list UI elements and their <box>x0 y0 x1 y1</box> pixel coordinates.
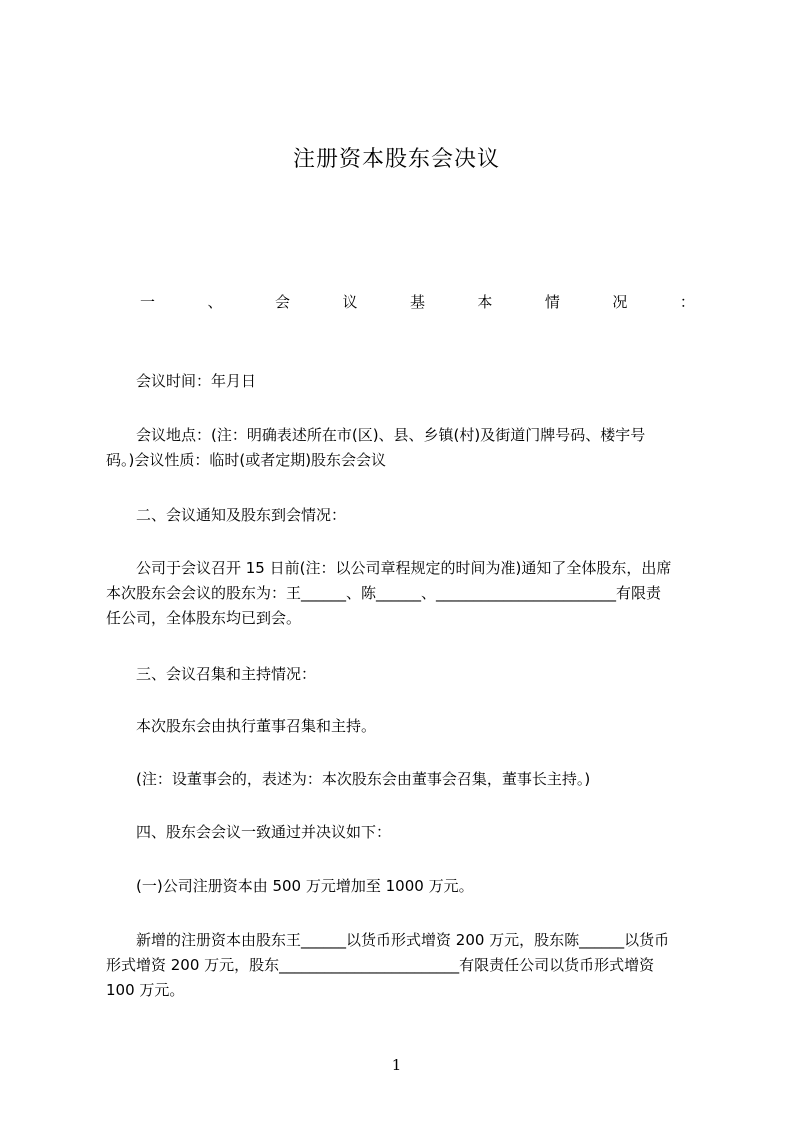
section1-heading-char: 况 <box>612 293 628 311</box>
section1-heading-char: 、 <box>207 293 223 311</box>
capital-line: 形式增资 200 万元，股东________________________有限责任公司以货币形式增资 <box>106 956 655 974</box>
section2-heading-paragraph <box>106 503 706 528</box>
capital-increase-paragraph <box>106 928 706 1003</box>
meeting-place-line: 码。)会议性质：临时(或者定期)股东会会议 <box>106 451 387 469</box>
resolution1-paragraph <box>106 874 706 899</box>
section1-heading-char: 基 <box>409 293 425 311</box>
page-number: 1 <box>391 1056 402 1074</box>
meeting-place-line: 会议地点：(注：明确表述所在市(区)、县、乡镇(村)及街道门牌号码、楼宇号 <box>136 426 646 444</box>
meeting-time: 会议时间：年月日 <box>136 372 257 390</box>
section4-heading-paragraph <box>106 820 706 845</box>
section1-heading-char: 议 <box>342 293 358 311</box>
section1-heading-char: 会 <box>274 293 290 311</box>
notice-line: 任公司，全体股东均已到会。 <box>106 609 302 627</box>
meeting-time-paragraph <box>106 369 706 394</box>
convene-note-paragraph <box>106 767 706 792</box>
notice-line: 本次股东会会议的股东为：王______、陈______、________________________有限责 <box>106 584 662 602</box>
section1-heading-char: 本 <box>477 293 493 311</box>
section3-heading-paragraph <box>106 662 706 687</box>
resolution1: (一)公司注册资本由 500 万元增加至 1000 万元。 <box>136 877 474 895</box>
section3-heading: 三、会议召集和主持情况： <box>136 665 317 683</box>
convene-text: 本次股东会由执行董事召集和主持。 <box>136 717 377 735</box>
capital-line: 新增的注册资本由股东王______以货币形式增资 200 万元，股东陈______以货币 <box>136 931 670 949</box>
section2-heading: 二、会议通知及股东到会情况： <box>136 506 347 524</box>
section1-heading-char: 一 <box>140 293 156 311</box>
meeting-place-paragraph <box>106 423 706 473</box>
capital-line: 100 万元。 <box>106 981 185 999</box>
notice-line: 公司于会议召开 15 日前(注：以公司章程规定的时间为准)通知了全体股东，出席 <box>136 559 672 577</box>
section1-heading-char: ： <box>679 293 695 311</box>
section1-heading-char: 情 <box>544 293 560 311</box>
section4-heading: 四、股东会会议一致通过并决议如下： <box>136 823 392 841</box>
document-title: 注册资本股东会决议 <box>292 147 500 172</box>
convene-paragraph <box>106 714 706 739</box>
notice-paragraph <box>106 556 706 631</box>
section1-heading <box>140 291 695 312</box>
convene-note: (注：设董事会的，表述为：本次股东会由董事会召集，董事长主持。) <box>136 770 591 788</box>
